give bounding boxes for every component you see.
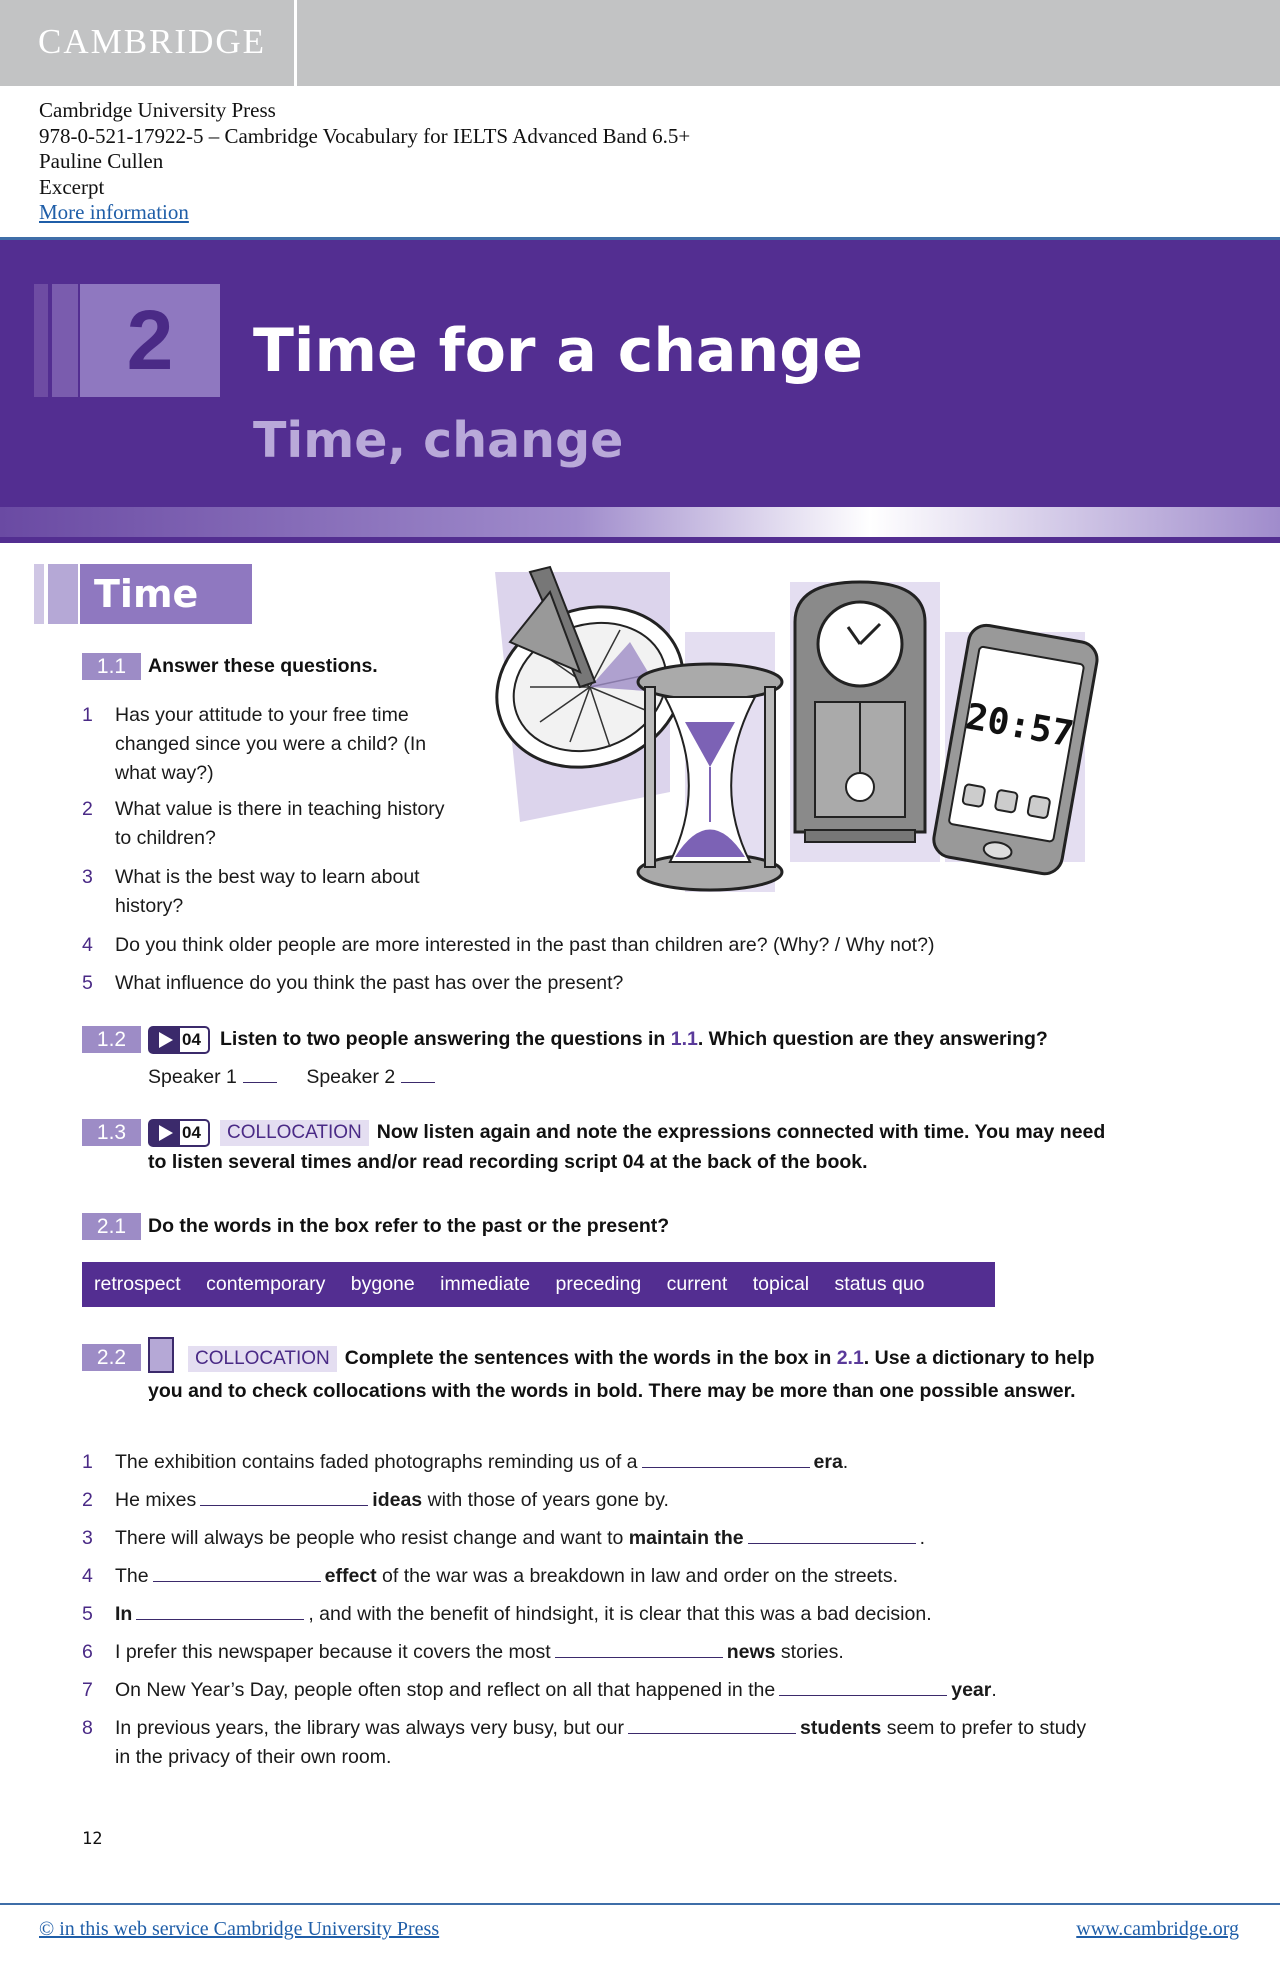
question-number: 4 [82,934,93,956]
sentence-number: 5 [82,1603,93,1625]
phone-clock-time: 20:57 [962,696,1077,756]
section-label: Time [80,564,252,624]
question-text: What is the best way to learn about history? [115,866,420,917]
sentence-number: 1 [82,1451,93,1473]
answer-blank[interactable] [779,1678,947,1696]
exercise-number: 1.3 [82,1119,141,1146]
bold-collocation: In [115,1603,133,1625]
play-icon [150,1121,180,1145]
question-text: What influence do you think the past has over the present? [115,972,624,994]
exercise-number: 1.1 [82,653,141,680]
audio-track-button[interactable] [148,1026,210,1054]
bold-collocation: era [813,1451,843,1473]
question-text: What value is there in teaching history to children? [115,798,445,849]
sentence-text: . [991,1679,997,1701]
top-bar [0,0,1280,86]
answer-blank[interactable] [136,1602,304,1620]
sentence-text: . [842,1451,849,1473]
banner-underline [0,537,1280,543]
bold-collocation: news [726,1641,776,1663]
sentence-text: There will always be people who resist change and want to [115,1527,629,1549]
instruction-text: Now listen again and note the expressions connected with time. You may need to listen several times and/or read recording script 04 at the back of the book. [148,1121,1106,1173]
book-icon [148,1337,174,1373]
section-stripe [48,564,78,624]
sentence-text: The [115,1565,149,1587]
answer-blank[interactable] [153,1564,321,1582]
bold-collocation: ideas [372,1489,423,1511]
chapter-subtitle: Time, change [253,412,624,469]
question-number: 5 [82,972,93,994]
question-number: 3 [82,866,93,888]
bold-collocation: maintain the [628,1527,744,1549]
speaker-1-blank[interactable] [243,1065,277,1083]
section-stripe [34,564,44,624]
word-option: current [666,1273,728,1295]
word-option: bygone [350,1273,415,1295]
sentence-text: He mixes [115,1489,197,1511]
cambridge-logo[interactable]: CAMBRIDGE [38,22,267,61]
question-number: 2 [82,798,93,820]
sentence-item [82,1600,1102,1629]
answer-blank[interactable] [555,1640,723,1658]
audio-track-button[interactable] [148,1119,210,1147]
exercise-instruction [148,1025,1108,1054]
bold-collocation: year [951,1679,992,1701]
sentence-text: . [919,1527,926,1549]
word-option: contemporary [206,1273,326,1295]
sentence-text: of the war was a breakdown in law and order on the streets. [376,1565,899,1587]
chapter-banner [0,240,1280,507]
bold-collocation: students [800,1717,882,1739]
sentence-text: with those of years gone by. [422,1489,669,1511]
instruction-text: . Use a dictionary to help you and to check collocations with the words in bold. There may be more than one possible answer. [148,1347,1095,1402]
sentence-text: I prefer this newspaper because it covers the most [115,1641,551,1663]
logo-separator [294,0,297,86]
more-information-link[interactable]: More information [39,200,189,224]
isbn-title: 978-0-521-17922-5 – Cambridge Vocabulary for IELTS Advanced Band 6.5+ [39,123,691,148]
word-option: topical [752,1273,810,1295]
exercise-reference: 1.1 [670,1028,698,1050]
exercise-number: 2.2 [82,1344,141,1371]
sentence-text: The exhibition contains faded photographs reminding us of a [115,1451,638,1473]
answer-blank[interactable] [642,1450,810,1468]
clocks-illustration [470,562,1110,902]
sentence-text: seem to prefer to study in the privacy of their own room. [115,1717,1087,1768]
collocation-tag: COLLOCATION [220,1120,369,1146]
answer-blank[interactable] [200,1488,368,1506]
excerpt-label: Excerpt [39,174,105,199]
question-item [82,931,1082,960]
instruction-text: . Which question are they answering? [697,1028,1048,1050]
word-option: preceding [555,1273,642,1295]
question-text: Do you think older people are more interested in the past than children are? (Why? / Why not?) [115,934,935,956]
instruction-text: Listen to two people answering the questions in [220,1028,666,1050]
sentence-item [82,1486,1102,1515]
sentence-item [82,1638,1102,1667]
sentence-text: , and with the benefit of hindsight, it is clear that this was a bad decision. [308,1603,932,1625]
exercise-reference: 2.1 [836,1347,864,1370]
chapter-number: 2 [80,284,220,397]
cambridge-website-link[interactable]: www.cambridge.org [1076,1918,1239,1940]
sentence-number: 6 [82,1641,93,1663]
word-option: immediate [440,1273,531,1295]
speaker-2-label: Speaker 2 [306,1066,396,1088]
track-number: 04 [182,1122,201,1142]
speaker-answers [148,1063,435,1092]
sentence-text: On New Year’s Day, people often stop and reflect on all that happened in the [115,1679,776,1701]
question-item [82,701,452,788]
book-metadata [39,98,690,226]
banner-stripe [52,284,78,397]
sentence-item [82,1676,1102,1705]
word-box [82,1262,995,1307]
question-item [82,795,452,853]
sentence-item [82,1448,1102,1477]
exercise-instruction: Answer these questions. [148,655,378,677]
footer-rule [0,1903,1280,1905]
sentence-number: 7 [82,1679,93,1701]
sentence-item [82,1524,1102,1553]
exercise-instruction [148,1341,1108,1406]
page-number: 12 [82,1829,103,1849]
sentence-item [82,1562,1102,1591]
exercise-instruction: Do the words in the box refer to the past or the present? [148,1215,670,1237]
sentence-number: 3 [82,1527,93,1549]
question-item [82,863,452,921]
sentence-text: stories. [775,1641,844,1663]
sentence-number: 8 [82,1717,93,1739]
sentence-number: 2 [82,1489,93,1511]
copyright-link[interactable]: © in this web service Cambridge University Press [39,1918,440,1940]
collocation-tag: COLLOCATION [188,1346,337,1372]
question-number: 1 [82,704,93,726]
sentence-item [82,1714,1102,1772]
answer-blank[interactable] [628,1716,796,1734]
sentence-text: In previous years, the library was always very busy, but our [115,1717,625,1739]
word-option: status quo [834,1273,925,1295]
instruction-text: Complete the sentences with the words in the box in [344,1347,832,1370]
chapter-title: Time for a change [253,316,863,386]
answer-blank[interactable] [748,1526,916,1544]
pendulum-clock-icon [795,582,925,842]
banner-stripe [34,284,48,397]
bold-collocation: effect [324,1565,377,1587]
speaker-2-blank[interactable] [401,1065,435,1083]
play-icon [150,1028,180,1052]
track-number: 04 [182,1029,201,1049]
question-item [82,969,1082,998]
sentence-number: 4 [82,1565,93,1587]
question-text: Has your attitude to your free time changed since you were a child? (In what way?) [115,704,427,784]
publisher: Cambridge University Press [39,98,276,122]
banner-gradient [0,507,1280,537]
exercise-instruction [148,1117,1108,1177]
author: Pauline Cullen [39,149,164,173]
speaker-1-label: Speaker 1 [148,1066,237,1088]
word-option: retrospect [94,1273,181,1295]
exercise-number: 2.1 [82,1213,141,1240]
exercise-number: 1.2 [82,1026,141,1053]
